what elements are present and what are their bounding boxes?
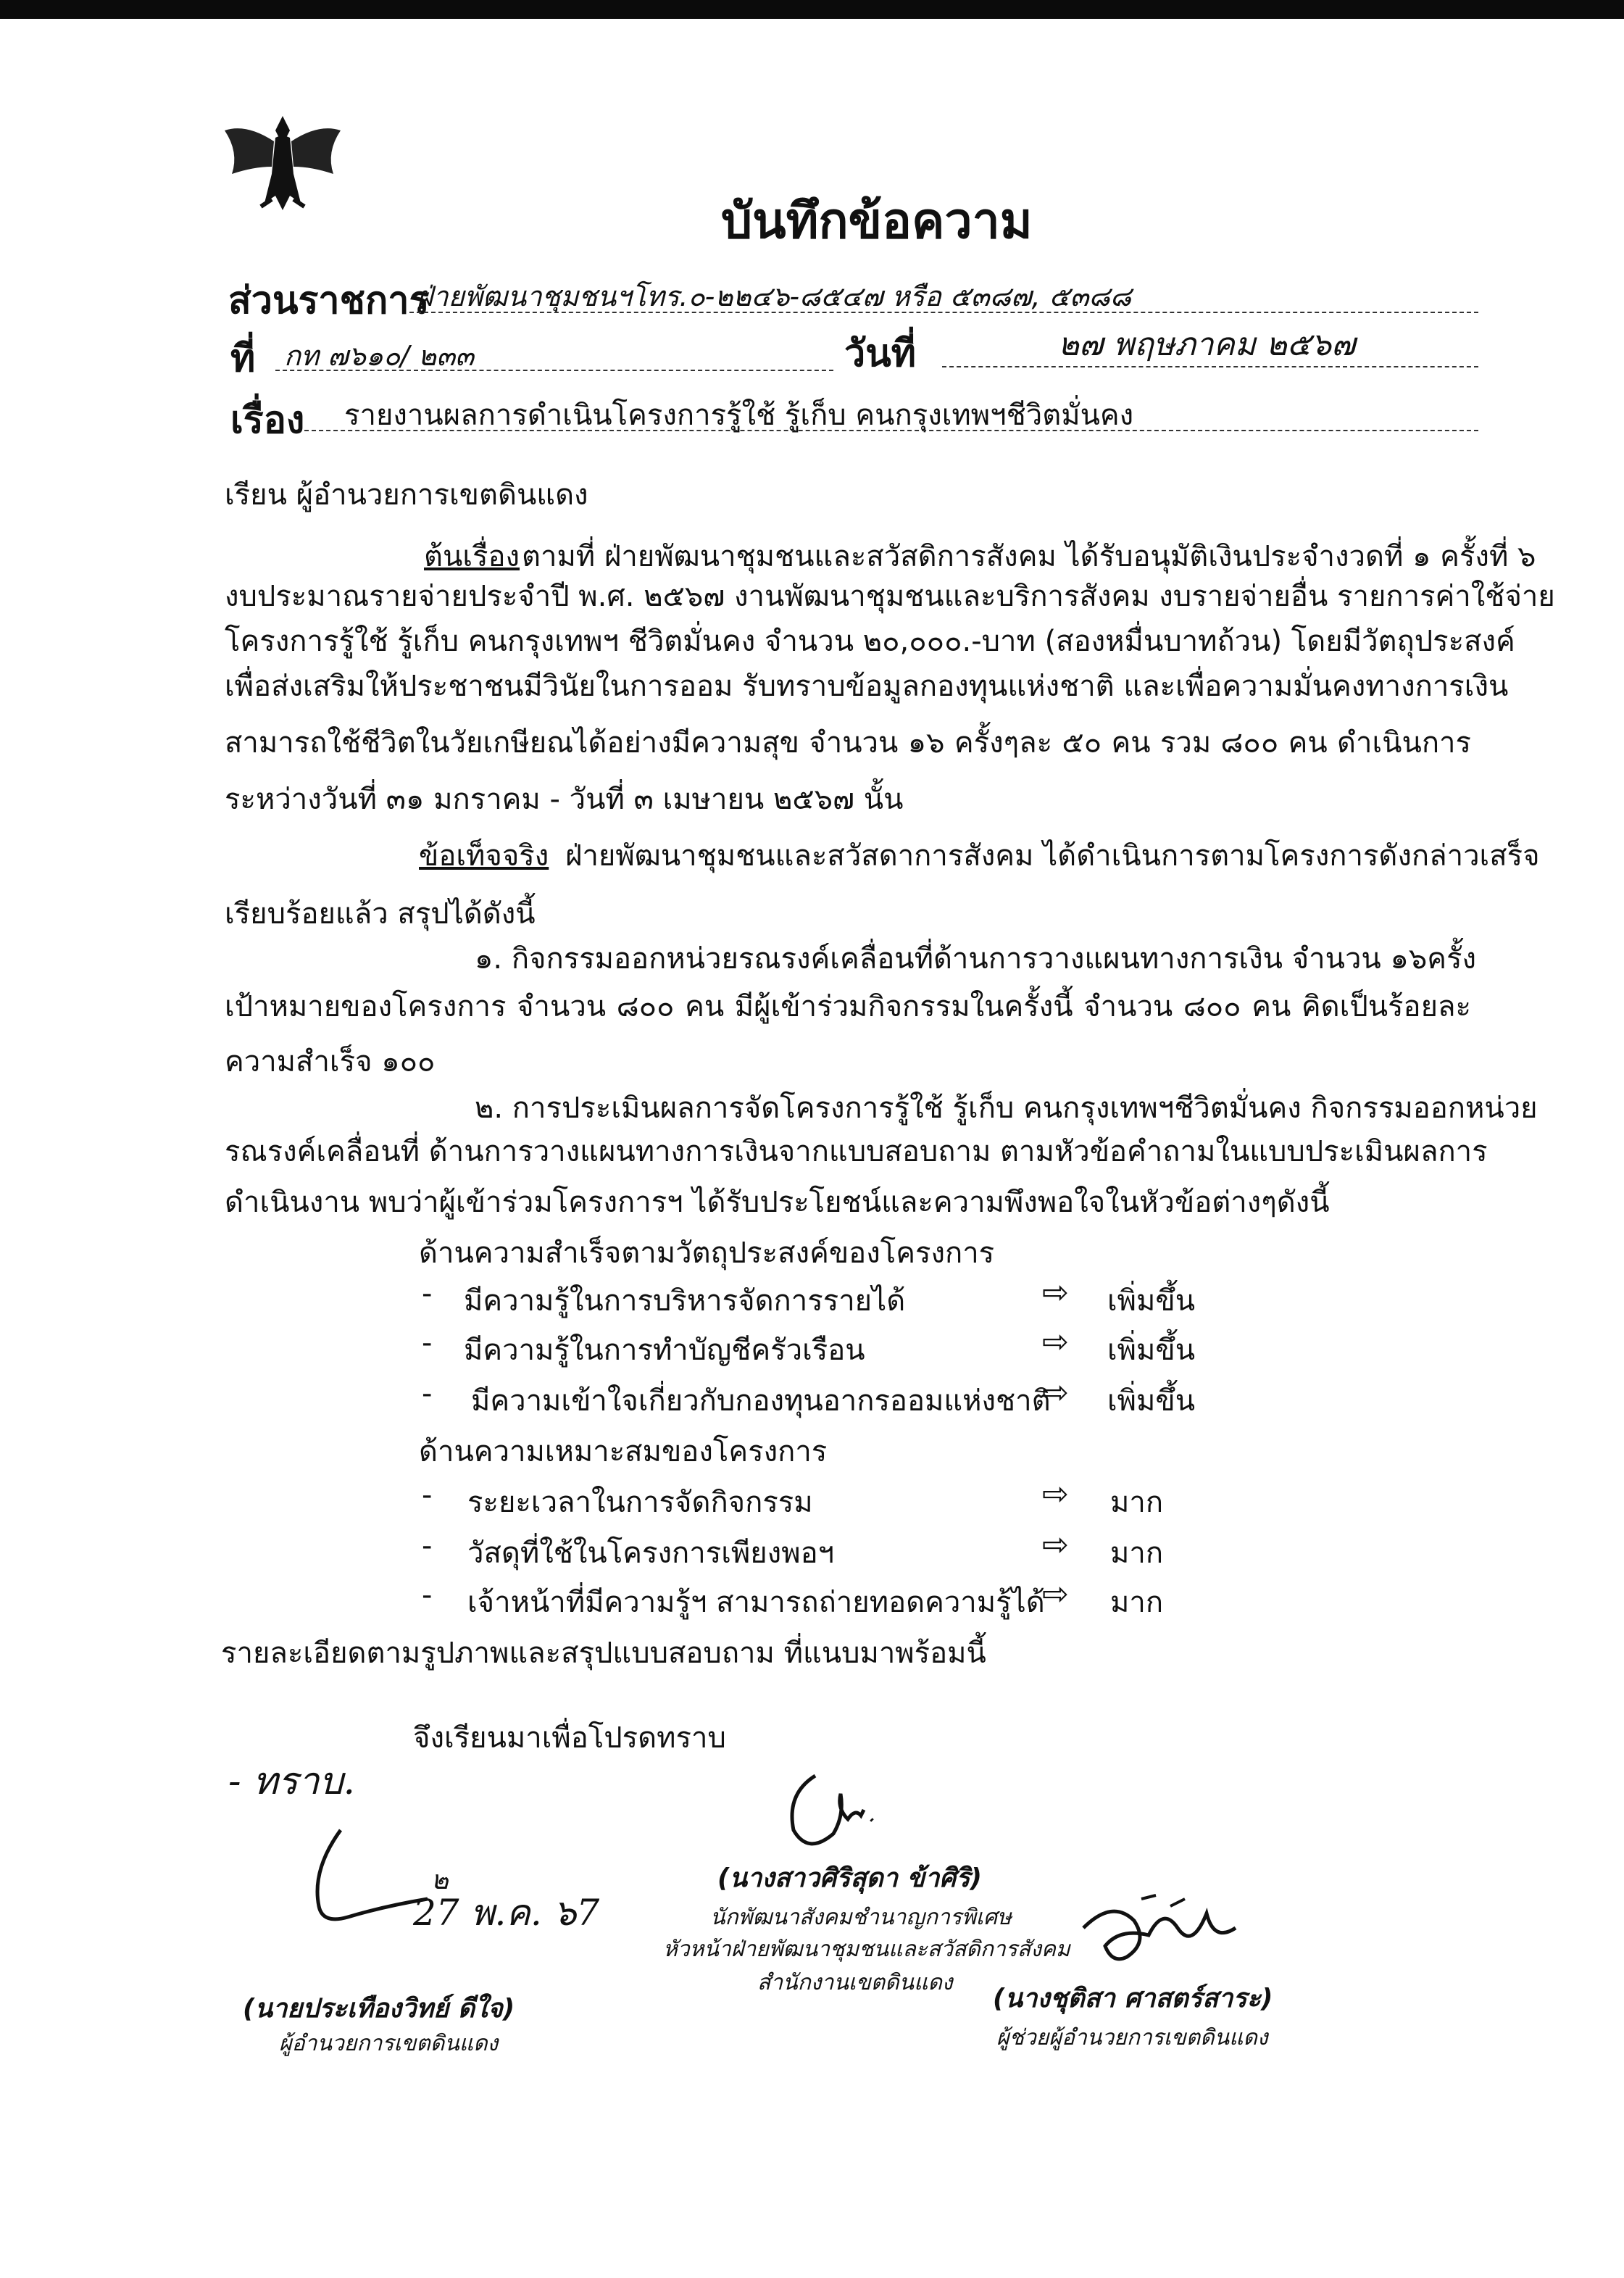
arrow-right-icon: ⇨ xyxy=(1042,1576,1069,1613)
background-line-3: โครงการรู้ใช้ รู้เก็บ คนกรุงเทพฯ ชีวิตมั่นคง จำนวน ๒๐,๐๐๐.-บาท (สองหมื่นบาทถ้วน) โดยมีวัตถุประสงค์ xyxy=(225,625,1515,658)
facts-item2-line-1: ๒. การประเมินผลการจัดโครงการรู้ใช้ รู้เก็บ คนกรุงเทพฯชีวิตมั่นคง กิจกรรมออกหน่วย xyxy=(475,1092,1538,1125)
agency-underline xyxy=(409,312,1478,313)
list-bullet: - xyxy=(422,1277,433,1310)
arrow-right-icon: ⇨ xyxy=(1042,1323,1069,1360)
facts-item1-line-3: ความสำเร็จ ๑๐๐ xyxy=(225,1045,436,1078)
evaluation-item-staff: เจ้าหน้าที่มีความรู้ฯ สามารถถ่ายทอดความรู้ได้ xyxy=(467,1586,1045,1619)
evaluation-result-staff: มาก xyxy=(1110,1586,1164,1619)
background-heading: ต้นเรื่อง xyxy=(424,540,520,573)
arrow-right-icon: ⇨ xyxy=(1042,1374,1069,1411)
left-signatory-name: (นายประเทืองวิทย์ ดีใจ) xyxy=(243,1994,515,2024)
background-line-4: เพื่อส่งเสริมให้ประชาชนมีวินัยในการออม รับทราบข้อมูลกองทุนแห่งชาติ และเพื่อความมั่นคงทางการเงิน xyxy=(225,670,1509,703)
facts-line-2: เรียบร้อยแล้ว สรุปได้ดังนี้ xyxy=(225,897,536,931)
date-value: ๒๗ พฤษภาคม ๒๕๖๗ xyxy=(1058,326,1356,363)
scan-top-edge xyxy=(0,0,1624,19)
center-signatory-position-1: นักพัฒนาสังคมชำนาญการพิเศษ xyxy=(710,1905,1012,1930)
subject-underline xyxy=(304,430,1478,431)
list-bullet: - xyxy=(422,1579,433,1612)
evaluation-result-duration: มาก xyxy=(1110,1486,1164,1519)
right-signatory-name: (นางชุติสา ศาสตร์สาระ) xyxy=(993,1984,1273,2013)
center-signatory-position-2: หัวหน้าฝ่ายพัฒนาชุมชนและสวัสดิการสังคม xyxy=(663,1937,1070,1962)
acknowledge-note: - ทราบ. xyxy=(228,1760,356,1803)
list-bullet: - xyxy=(422,1529,433,1563)
right-signatory-position: ผู้ช่วยผู้อำนวยการเขตดินแดง xyxy=(996,2025,1268,2050)
signature-left xyxy=(297,1826,442,1935)
evaluation-result-bookkeeping: เพิ่มขึ้น xyxy=(1107,1334,1196,1367)
evaluation-result-savings-fund: เพิ่มขึ้น xyxy=(1107,1384,1196,1418)
evaluation-result-materials: มาก xyxy=(1110,1537,1164,1570)
facts-item2-line-2: รณรงค์เคลื่อนที่ ด้านการวางแผนทางการเงินจากแบบสอบถาม ตามหัวข้อคำถามในแบบประเมินผลการ xyxy=(225,1135,1488,1168)
sign-date-mark: ๒ xyxy=(431,1866,449,1895)
agency-label: ส่วนราชการ xyxy=(228,279,430,323)
evaluation-item-income: มีความรู้ในการบริหารจัดการรายได้ xyxy=(464,1284,906,1318)
center-signatory-name: (นางสาวศิริสุดา ข้าศิริ) xyxy=(717,1863,983,1893)
agency-value: ฝ่ายพัฒนาชุมชนฯโทร.๐-๒๒๔๖-๘๕๔๗ หรือ ๕๓๘๗, ๕๓๘๘ xyxy=(417,280,1132,312)
facts-item1-line-1: ๑. กิจกรรมออกหน่วยรณรงค์เคลื่อนที่ด้านการวางแผนทางการเงิน จำนวน ๑๖ครั้ง xyxy=(475,942,1477,976)
facts-heading: ข้อเท็จจริง xyxy=(419,839,549,873)
arrow-right-icon: ⇨ xyxy=(1042,1526,1069,1563)
evaluation-item-savings-fund: มีความเข้าใจเกี่ยวกับกองทุนอากรออมแห่งชาติ xyxy=(471,1384,1051,1418)
sign-date: 27 พ.ค. ๖7 xyxy=(413,1892,600,1934)
center-signatory-position-3: สำนักงานเขตดินแดง xyxy=(757,1970,953,1995)
closing-line: จึงเรียนมาเพื่อโปรดทราบ xyxy=(413,1721,726,1755)
reference-value: กท ๗๖๑๐/ ๒๓๓ xyxy=(284,340,475,372)
attachment-note: รายละเอียดตามรูปภาพและสรุปแบบสอบถาม ที่แนบมาพร้อมนี้ xyxy=(221,1637,986,1670)
left-signatory-position: ผู้อำนวยการเขตดินแดง xyxy=(279,2031,499,2056)
evaluation-group2-title: ด้านความเหมาะสมของโครงการ xyxy=(419,1435,828,1468)
document-title: บันทึกข้อความ xyxy=(721,193,1033,250)
garuda-emblem-icon xyxy=(217,109,348,217)
evaluation-item-materials: วัสดุที่ใช้ในโครงการเพียงพอฯ xyxy=(467,1537,835,1570)
facts-item2-line-3: ดำเนินงาน พบว่าผู้เข้าร่วมโครงการฯ ได้รับประโยชน์และความพึงพอใจในหัวข้อต่างๆดังนี้ xyxy=(225,1186,1330,1219)
date-label: วันที่ xyxy=(844,332,917,375)
list-bullet: - xyxy=(422,1377,433,1410)
reference-underline xyxy=(275,370,833,371)
arrow-right-icon: ⇨ xyxy=(1042,1476,1069,1513)
evaluation-item-bookkeeping: มีความรู้ในการทำบัญชีครัวเรือน xyxy=(464,1334,865,1367)
subject-label: เรื่อง xyxy=(230,399,305,442)
facts-line-1: ฝ่ายพัฒนาชุมชนและสวัสดาการสังคม ได้ดำเนินการตามโครงการดังกล่าวเสร็จ xyxy=(565,839,1540,873)
signature-right xyxy=(1069,1884,1257,1986)
list-bullet: - xyxy=(422,1479,433,1512)
salutation: เรียน ผู้อำนวยการเขตดินแดง xyxy=(225,478,588,512)
evaluation-result-income: เพิ่มขึ้น xyxy=(1107,1284,1196,1318)
background-line-6: ระหว่างวันที่ ๓๑ มกราคม - วันที่ ๓ เมษายน ๒๕๖๗ นั้น xyxy=(225,783,904,816)
evaluation-group1-title: ด้านความสำเร็จตามวัตถุประสงค์ของโครงการ xyxy=(419,1236,995,1270)
evaluation-item-duration: ระยะเวลาในการจัดกิจกรรม xyxy=(467,1486,813,1519)
background-line-2: งบประมาณรายจ่ายประจำปี พ.ศ. ๒๕๖๗ งานพัฒนาชุมชนและบริการสังคม งบรายจ่ายอื่น รายการค่าใช้จ่าย xyxy=(225,580,1555,613)
facts-item1-line-2: เป้าหมายของโครงการ จำนวน ๘๐๐ คน มีผู้เข้าร่วมกิจกรรมในครั้งนี้ จำนวน ๘๐๐ คน คิดเป็นร้อยละ xyxy=(225,990,1471,1023)
background-line-1: ตามที่ ฝ่ายพัฒนาชุมชนและสวัสดิการสังคม ได้รับอนุมัติเงินประจำงวดที่ ๑ ครั้งที่ ๖ xyxy=(522,540,1536,573)
list-bullet: - xyxy=(422,1326,433,1360)
subject-value: รายงานผลการดำเนินโครงการรู้ใช้ รู้เก็บ คนกรุงเทพฯชีวิตมั่นคง xyxy=(344,399,1134,432)
background-line-5: สามารถใช้ชีวิตในวัยเกษียณได้อย่างมีความสุข จำนวน ๑๖ ครั้งๆละ ๕๐ คน รวม ๘๐๐ คน ดำเนินการ xyxy=(225,726,1471,760)
arrow-right-icon: ⇨ xyxy=(1042,1274,1069,1311)
reference-label: ที่ xyxy=(230,337,256,381)
date-underline xyxy=(942,366,1478,367)
signature-center xyxy=(775,1765,906,1859)
